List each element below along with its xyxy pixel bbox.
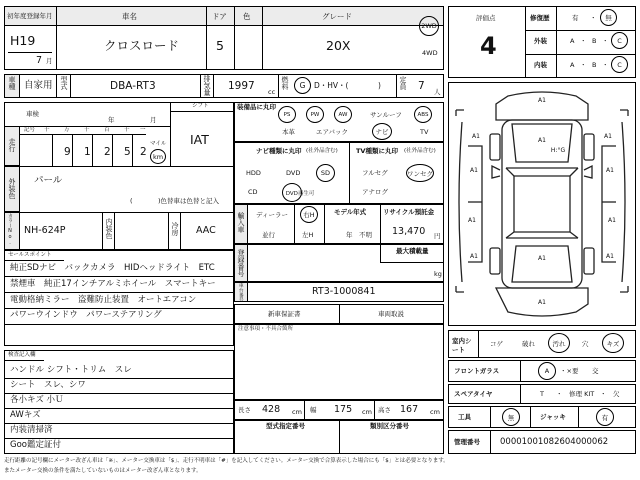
diagram-label-6: A1: [468, 217, 476, 224]
mileage-header-5: 十: [124, 127, 130, 133]
car-name-label: 車名: [122, 12, 137, 21]
repair-sep: ・: [590, 14, 597, 22]
mileage-digit-1: 1: [84, 146, 91, 158]
spare-t: T: [540, 390, 544, 398]
length-label: 長さ: [238, 406, 251, 414]
unit-km: km: [152, 152, 164, 161]
color-label: 色: [243, 12, 251, 21]
import-dealer: ディーラー: [256, 211, 288, 219]
diagram-label-11: A1: [538, 299, 546, 306]
capacity-label: 定員: [399, 76, 407, 90]
equipment-item-label: PS: [283, 111, 291, 118]
shift-label: シフト: [192, 103, 209, 109]
fuel-paren-close: ): [378, 81, 381, 90]
spare-kit: ・ 修理 KIT: [556, 390, 595, 398]
equipment-item2-2: [372, 123, 392, 140]
ac-value: AAC: [196, 225, 216, 236]
nav-hdd: HDD: [246, 169, 261, 177]
seat-label: 室内シート: [452, 337, 472, 354]
nav-dvd-play-circle: [282, 183, 315, 202]
glass-rest: ・×要: [560, 367, 579, 375]
seat-yogore: 汚れ: [552, 339, 566, 348]
inspection-year: 年: [108, 116, 115, 124]
drive-2wd-circle: [419, 16, 439, 36]
frame-value: RT3-1000841: [312, 286, 376, 297]
model-year-label: モデル年式: [334, 208, 367, 216]
grade-label: グレード: [322, 12, 352, 21]
repair-no: 無: [605, 14, 612, 22]
exterior-grade-c-circle: [611, 32, 628, 49]
model-value: DBA-RT3: [110, 80, 156, 92]
displacement-label: 排気量: [203, 75, 211, 96]
interior-grade-b: B: [592, 61, 597, 69]
jack-value: 有: [601, 413, 609, 422]
glass-a: A: [544, 367, 550, 375]
capacity-value: 7: [418, 80, 425, 92]
width-unit: cm: [362, 408, 372, 416]
equipment-item-label: AW: [338, 111, 348, 118]
reg-year-value: H19: [10, 33, 36, 48]
diagram-label-2: A1: [472, 133, 480, 140]
inspector-line-1: ハンドル シフト・トリム スレ: [10, 365, 132, 375]
jack-value-circle: [596, 408, 614, 426]
ac-label: 冷房: [171, 222, 179, 236]
nav-sd: SD: [320, 169, 331, 177]
kg-unit: kg: [434, 270, 442, 278]
fuel-rest: D・HV・(: [314, 81, 349, 90]
sales-line-2: 禁煙車 純正17インチアルミホイール スマートキー: [10, 279, 216, 289]
equipment-item2-3: TV: [420, 128, 429, 136]
inspector-line-2: シート スレ、シワ: [10, 380, 86, 390]
recycle-label: リサイクル預託金: [383, 208, 435, 216]
model-label: 型式: [60, 76, 68, 90]
footer-line-1: 走行距離の記号欄にメーター改ざん車は「※」、メーター交換車は「$」、走行不明車は「#」を記入してください。メーター交換で合算表示した場合にも「$」とは必要となります。: [4, 458, 449, 464]
footer-line-2: またメーター交換の条件を満たしていないものはメーター改ざん車となります。: [4, 468, 202, 474]
notes-box: [234, 324, 444, 400]
height-unit: cm: [430, 408, 440, 416]
displacement-value: 1997: [228, 80, 255, 92]
shift-value: IAT: [190, 132, 209, 147]
drive-4wd-label: 4WD: [422, 49, 438, 57]
sales-line-3: 電動格納ミラー 盗難防止装置 オートエアコン: [10, 295, 197, 305]
kind-label: 車種: [8, 76, 16, 90]
seat-koge: コゲ: [490, 340, 503, 348]
frame-label: 車台番号: [237, 283, 243, 303]
equipment-item-2: [334, 106, 352, 123]
exterior-grade-sep2: ・: [602, 37, 609, 45]
seat-yabure: 破れ: [522, 340, 535, 348]
diagram-label-12: H:°G: [550, 147, 566, 154]
mileage-digit-0: 9: [64, 146, 71, 158]
jack-label: ジャッキ: [540, 413, 566, 421]
spare-missing: ・ 欠: [600, 390, 620, 398]
equipment-item-3: サンルーフ: [370, 111, 402, 119]
interior-grade-label: 内装: [534, 61, 547, 69]
diagram-label-8: A1: [470, 253, 478, 260]
diagram-label-5: A1: [606, 167, 614, 174]
diagram-label-9: A1: [606, 253, 614, 260]
registration-label: 登録番号: [237, 249, 245, 277]
glass-exchange: 交: [592, 367, 599, 375]
nav-dvd-play: DVD再生可: [285, 190, 315, 197]
mileage-label: 走行: [8, 138, 16, 152]
mileage-header-3: 千: [84, 127, 90, 133]
exterior-grade-label: 外装: [534, 37, 547, 45]
interior-grade-sep2: ・: [602, 61, 609, 69]
management-value: 00001001082604000062: [500, 437, 609, 447]
tv-fullseg: フルセグ: [362, 169, 388, 177]
tv-analog: アナログ: [362, 188, 388, 196]
diagram-label-10: A1: [538, 255, 546, 262]
person-unit: 人: [434, 88, 441, 96]
equipment-label: 装備品に丸印: [237, 103, 276, 111]
import-parallel: 並行: [262, 231, 275, 239]
equipment-item2-0: 本革: [282, 128, 295, 136]
repair-label: 修復歴: [530, 14, 550, 22]
type-label: 型式指定番号: [266, 422, 305, 430]
door-label: ドア: [212, 12, 227, 21]
equipment-item-label: ABS: [417, 111, 429, 118]
handle-right: 右H: [303, 211, 315, 219]
nav-cd: CD: [248, 188, 258, 196]
equipment-item-label: PW: [310, 111, 320, 118]
exterior-note: )色替車は色替と記入: [158, 197, 220, 205]
color-no-value: NH-624P: [24, 225, 66, 236]
mileage-header-4: 百: [104, 127, 110, 133]
import-label: 輸入車: [237, 212, 245, 233]
tv-title: TV種類に丸印: [356, 147, 398, 155]
mileage-header-6: 一: [140, 127, 146, 133]
interior-grade-c: C: [617, 60, 622, 69]
recycle-value: 13,470: [392, 226, 426, 237]
inspector-line-5: 内装清掃済: [10, 425, 53, 435]
repair-no-circle: [600, 9, 617, 26]
seat-yogore-circle: [548, 333, 570, 353]
height-value: 167: [400, 404, 419, 415]
month-unit: 月: [46, 57, 53, 65]
equipment-item-4: [414, 106, 432, 123]
exterior-grade-sep1: ・: [580, 37, 587, 45]
sales-line-4: パワーウインドウ パワーステアリング: [10, 310, 162, 320]
height-label: 高さ: [378, 406, 391, 414]
notes-label: 注意事項: [238, 326, 261, 332]
interior-grade-sep1: ・: [580, 61, 587, 69]
unit-km-circle: [150, 149, 166, 164]
mileage-header-0: 記号: [24, 127, 36, 133]
nav-title: ナビ種類に丸印: [256, 147, 302, 155]
equipment-item-0: [278, 106, 296, 123]
mileage-digit-4: 2: [140, 146, 147, 158]
class-label: 類別区分番号: [370, 422, 409, 430]
tools-value-circle: [502, 408, 520, 426]
reg-month-value: 7: [36, 55, 43, 66]
new-warranty: 新車保証書: [268, 310, 301, 318]
car-diagram: [448, 82, 636, 326]
fuel-g: G: [299, 81, 306, 90]
yen-unit: 円: [434, 232, 441, 240]
inspector-line-3: 各小キズ 小Ｕ: [10, 395, 64, 405]
length-value: 428: [262, 404, 281, 415]
seat-kizu: キズ: [606, 339, 620, 348]
interior-grade-c-circle: [611, 56, 628, 73]
diagram-label-1: A1: [538, 137, 546, 144]
width-label: 幅: [310, 406, 317, 414]
score-label: 評価点: [476, 14, 496, 22]
tools-label: 工具: [458, 413, 471, 421]
fuel-g-circle: [294, 77, 311, 94]
seat-kizu-circle: [602, 333, 624, 353]
reg-year-label: 初年度登録年月: [7, 12, 53, 20]
mileage-header-1: 十: [44, 127, 50, 133]
seat-ana: 穴: [582, 340, 589, 348]
mileage-digit-3: 5: [124, 146, 131, 158]
exterior-note-open: (: [130, 197, 133, 205]
exterior-value: パール: [34, 175, 63, 186]
glass-a-circle: [538, 362, 556, 380]
score-value: 4: [480, 32, 497, 60]
inspection-month: 月: [150, 116, 157, 124]
diagram-label-4: A1: [470, 167, 478, 174]
inspector-line-6: Goo鑑定証付: [10, 440, 61, 450]
car-name-value: クロスロード: [104, 38, 180, 53]
width-value: 175: [334, 404, 353, 415]
inspector-line-4: AWキズ: [10, 410, 41, 420]
color-no-label: カラーNo.: [7, 213, 13, 246]
equipment-item-label: ナビ: [375, 128, 389, 136]
inspection-label: 車検: [26, 110, 39, 118]
sales-label: セールスポイント: [8, 252, 52, 258]
sales-line-1: 純正SDナビ バックカメラ HIDヘッドライト ETC: [10, 263, 215, 273]
fuel-label: 燃料: [281, 76, 289, 90]
diagram-label-0: A1: [538, 97, 546, 104]
tv-oneseg: ワンセグ: [407, 169, 433, 178]
max-load-label: 最大積載量: [396, 247, 429, 255]
exterior-grade-c: C: [617, 36, 622, 45]
tv-oneseg-circle: [406, 164, 434, 182]
mileage-header-2: 万: [64, 127, 70, 133]
management-label: 管理番号: [454, 438, 480, 446]
handle-left: 左H: [302, 231, 314, 239]
exterior-grade-b: B: [592, 37, 597, 45]
equipment-item-1: [306, 106, 324, 123]
diagram-label-7: A1: [608, 217, 616, 224]
equipment-item2-1: エアバック: [316, 128, 348, 136]
unit-mile: マイル: [150, 141, 167, 147]
spare-label: スペアタイヤ: [454, 390, 493, 398]
nav-note: (社外品含む): [306, 148, 338, 154]
interior-color-label: 内装色: [105, 218, 113, 239]
manual: 車両取説: [378, 310, 404, 318]
model-year-value: 年 不明: [346, 231, 372, 239]
grade-value: 20X: [326, 38, 351, 53]
tv-note: (社外品含む): [404, 148, 436, 154]
kind-value: 自家用: [24, 80, 53, 91]
length-unit: cm: [292, 408, 302, 416]
repair-yes: 有: [572, 14, 579, 22]
glass-label: フロントガラス: [454, 367, 500, 375]
exterior-label: 外装色: [8, 178, 16, 199]
exterior-grade-a: A: [570, 37, 575, 45]
mileage-digit-2: 2: [104, 146, 111, 158]
interior-grade-a: A: [570, 61, 575, 69]
door-value: 5: [216, 38, 224, 53]
tools-value: 無: [507, 413, 515, 422]
drive-2wd-label: 2WD: [421, 22, 437, 30]
inspector-label: 検査記入欄: [8, 352, 36, 358]
handle-right-circle: [300, 206, 318, 223]
diagram-label-3: A1: [604, 133, 612, 140]
nav-sd-circle: [316, 164, 335, 182]
notes-sub: ・不具合箇所: [260, 326, 294, 332]
cc-unit: cc: [268, 88, 276, 96]
nav-dvd: DVD: [286, 169, 301, 177]
